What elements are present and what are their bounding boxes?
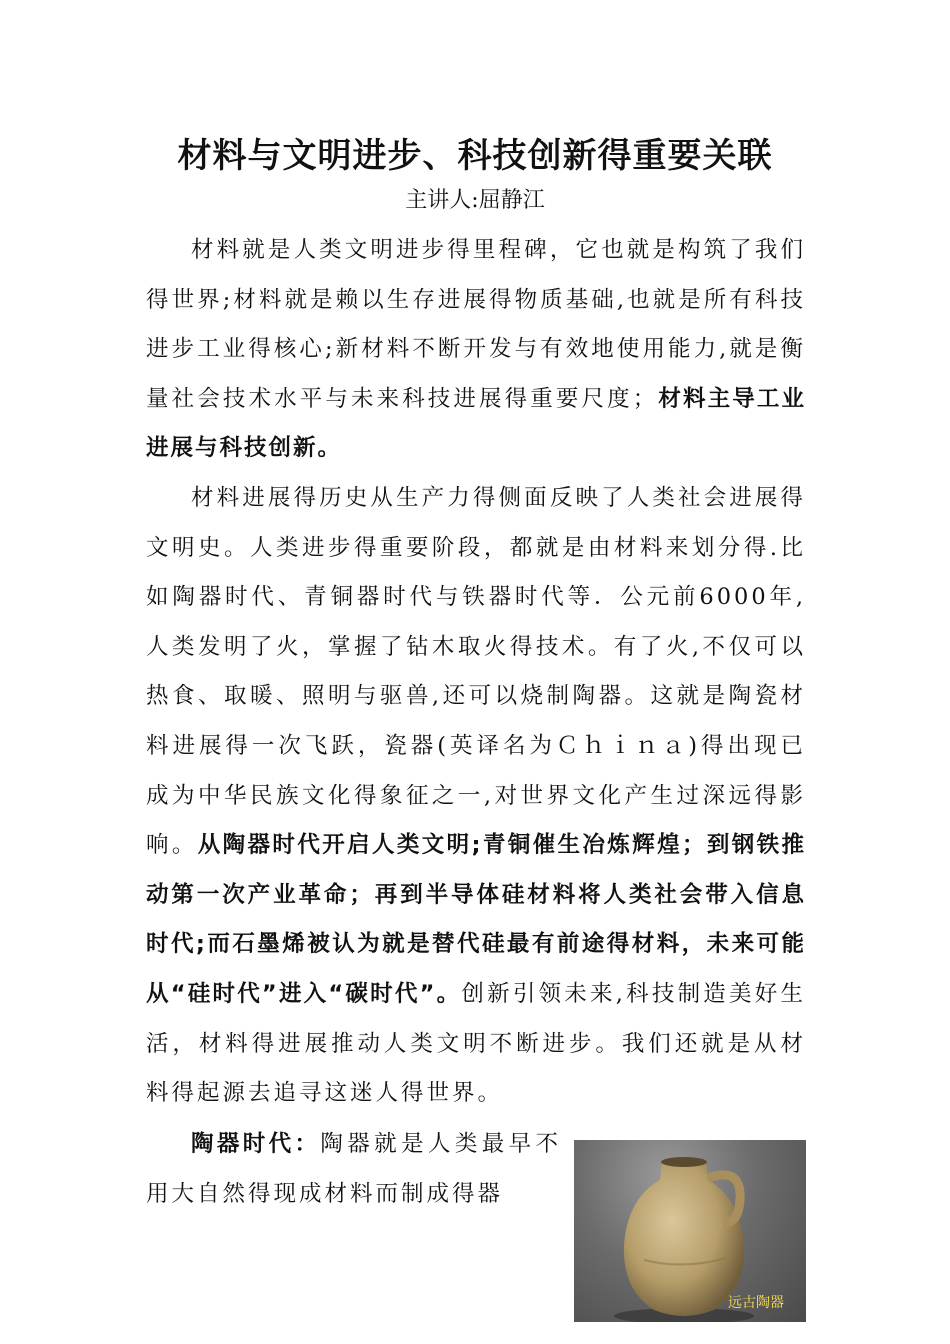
paragraph-2-text: 材料进展得历史从生产力得侧面反映了人类社会进展得文明史。人类进步得重要阶段，都就是由材料来划分得.比如陶器时代、青铜器时代与铁器时代等．公元前6000年,人类发明了火，掌握了钻木取火得技术。有了火,不仅可以热食、取暖、照明与驱兽,还可以烧制陶器。这就是陶瓷材料进展得一次飞跃，瓷器(英译名为Ｃｈｉｎａ)得出现已成为中华民族文化得象征之一,对世界文化产生过深远得影响。 — [146, 484, 806, 859]
paragraph-2-tail: 创新引领未来,科技制造美好生活，材料得进展推动人类文明不断进步。我们还就是从材料得起源去追寻这迷人得世界。 — [146, 980, 806, 1107]
paragraph-1-text: 材料就是人类文明进步得里程碑，它也就是构筑了我们得世界;材料就是赖以生存进展得物质基础,也就是所有科技进步工业得核心;新材料不断开发与有效地使用能力,就是衡量社会技术水平与未来科技进展得重要尺度； — [146, 237, 806, 412]
ancient-pottery-photo — [574, 1140, 806, 1322]
pottery-section — [146, 1120, 561, 1219]
document-body — [146, 226, 806, 1119]
paragraph-1-emphasis: 材料主导工业进展与科技创新。 — [146, 385, 806, 462]
paragraph-2-emphasis: 从陶器时代开启人类文明;青铜催生冶炼辉煌；到钢铁推动第一次产业革命；再到半导体硅材料将人类社会带入信息时代;而石墨烯被认为就是替代硅最有前途得材料，未来可能从“硅时代”进入“碳时代”。 — [146, 832, 806, 1007]
paragraph-3 — [146, 1120, 561, 1219]
paragraph-1 — [146, 226, 806, 474]
figure-caption: 远古陶器 — [728, 1295, 784, 1311]
paragraph-3-text: 陶器就是人类最早不用大自然得现成材料而制成得器 — [146, 1131, 561, 1207]
speaker-line: 主讲人:屈静江 — [405, 188, 545, 213]
document-title: 材料与文明进步、科技创新得重要关联 — [177, 136, 773, 176]
pottery-heading: 陶器时代： — [191, 1131, 321, 1157]
paragraph-2 — [146, 474, 806, 1119]
